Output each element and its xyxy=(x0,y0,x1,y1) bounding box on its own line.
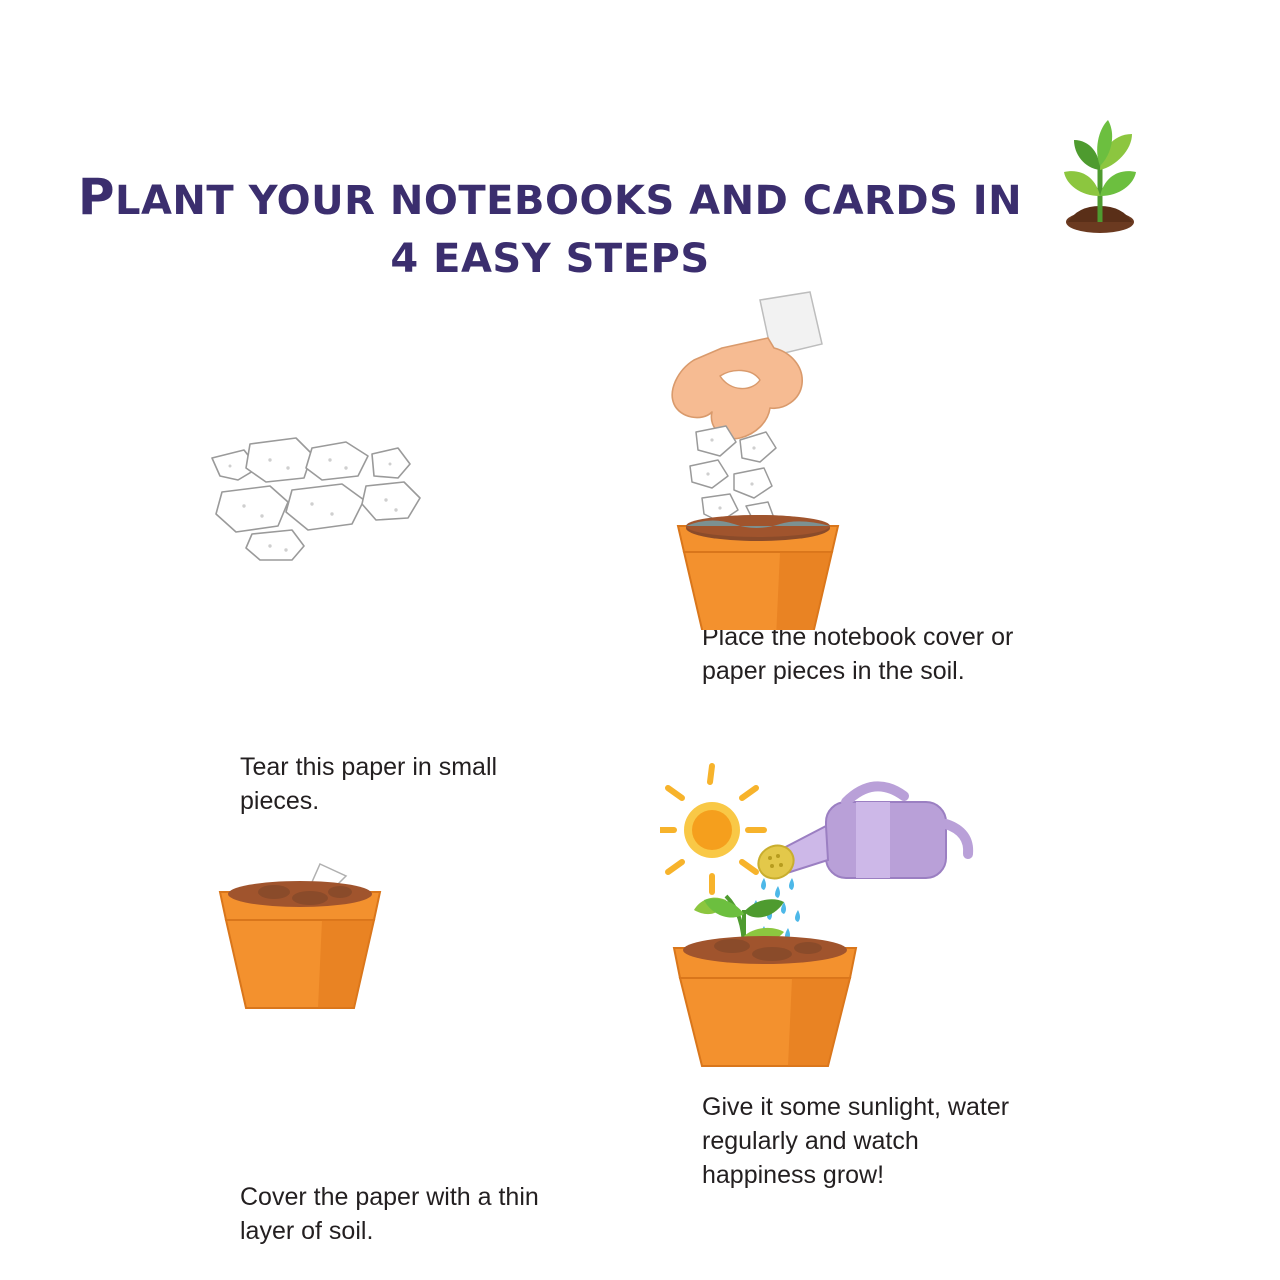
page-title-line-1 xyxy=(0,168,1100,230)
pot-with-soil-layer-icon xyxy=(200,850,680,1180)
page-title-line-1-initial: P xyxy=(77,168,115,226)
step-1-caption: Tear this paper in small pieces. xyxy=(240,753,498,815)
sun-icon xyxy=(660,766,764,892)
steps-grid xyxy=(0,280,1280,1280)
watering-can-icon xyxy=(753,786,969,884)
page-title xyxy=(0,168,1100,288)
torn-paper-pieces-icon xyxy=(200,420,680,750)
step-4-caption: Give it some sunlight, water regularly and watch happiness grow! xyxy=(702,1093,1010,1189)
hand-dropping-paper-into-pot-icon xyxy=(660,290,1140,620)
step-1 xyxy=(200,420,680,818)
step-4 xyxy=(660,760,1140,1192)
step-2 xyxy=(660,290,1140,688)
sun-watering-can-sprout-icon xyxy=(660,760,1140,1090)
sprout-in-soil-logo xyxy=(1040,110,1160,240)
page-title-line-2: 4 EASY STEPS xyxy=(390,236,710,282)
page-title-line-1-text: LANT YOUR NOTEBOOKS AND CARDS IN xyxy=(114,178,1023,224)
step-3-caption: Cover the paper with a thin layer of soil. xyxy=(240,1183,539,1245)
step-3 xyxy=(200,850,680,1248)
step-2-caption: Place the notebook cover or paper pieces in the soil. xyxy=(702,623,1014,685)
